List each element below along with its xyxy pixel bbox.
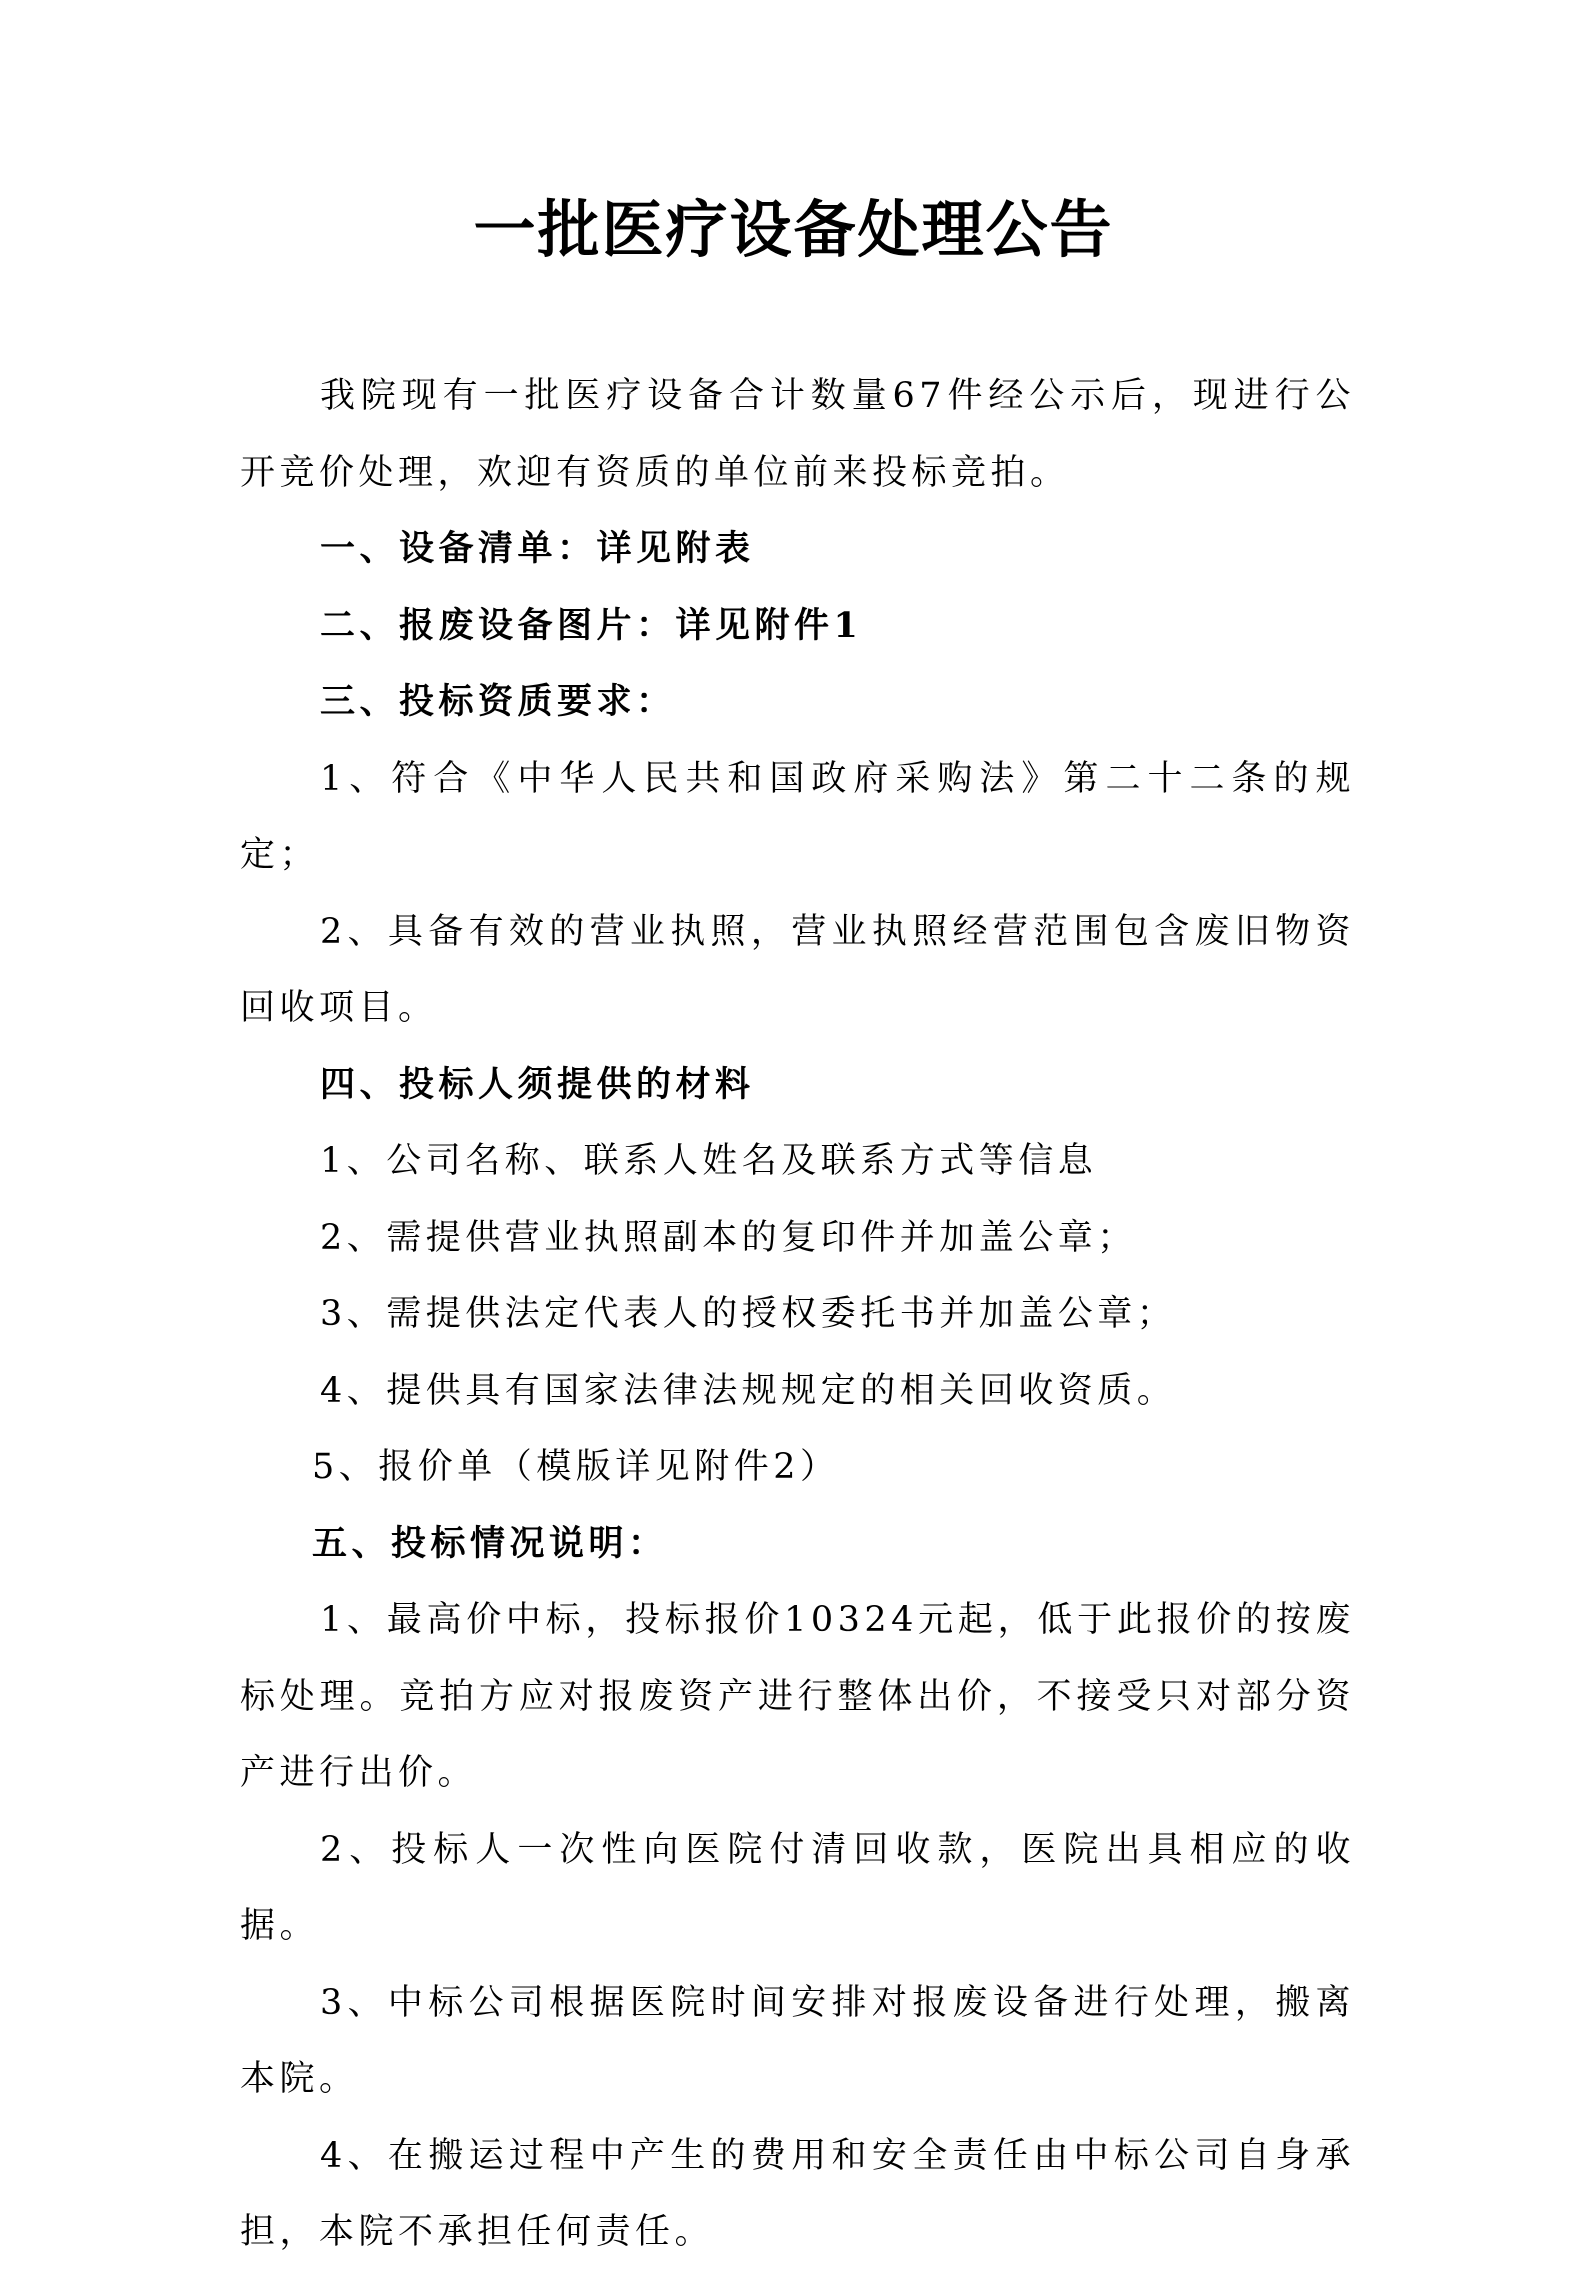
page-title: 一批医疗设备处理公告 (473, 193, 1114, 266)
material-item-2: 2、需提供营业执照副本的复印件并加盖公章； (320, 1217, 1137, 1258)
material-item-4: 4、提供具有国家法律法规规定的相关回收资质。 (320, 1370, 1177, 1411)
section-1-heading: 一、设备清单：详见附表 (320, 528, 755, 569)
bidding-item-2: 2、投标人一次性向医院付清回收款，医院出具相应的收据。 (240, 1829, 1355, 1946)
qualification-item-2: 2、具备有效的营业执照，营业执照经营范围包含废旧物资回收项目。 (240, 911, 1355, 1028)
section-2-heading: 二、报废设备图片：详见附件1 (320, 604, 863, 646)
section-4-heading: 四、投标人须提供的材料 (320, 1063, 755, 1105)
section-5-heading: 五、投标情况说明： (312, 1522, 668, 1564)
material-item-3: 3、需提供法定代表人的授权委托书并加盖公章； (320, 1294, 1177, 1334)
material-item-5: 5、报价单（模版详见附件2） (312, 1447, 840, 1487)
intro-paragraph: 我院现有一批医疗设备合计数量67件经公示后，现进行公开竞价处理，欢迎有资质的单位前来投标竞拍。 (240, 376, 1355, 493)
material-item-1: 1、公司名称、联系人姓名及联系方式等信息 (320, 1141, 1098, 1181)
document-body (240, 358, 1355, 2271)
bidding-item-1: 1、最高价中标，投标报价10324元起，低于此报价的按废标处理。竞拍方应对报废资产进行整体出价，不接受只对部分资产进行出价。 (240, 1600, 1355, 1793)
bidding-item-4: 4、在搬运过程中产生的费用和安全责任由中标公司自身承担，本院不承担任何责任。 (240, 2135, 1355, 2252)
qualification-item-1: 1、符合《中华人民共和国政府采购法》第二十二条的规定； (240, 758, 1355, 875)
bidding-item-3: 3、中标公司根据医院时间安排对报废设备进行处理，搬离本院。 (240, 1982, 1355, 2099)
section-3-heading: 三、投标资质要求： (320, 681, 676, 722)
